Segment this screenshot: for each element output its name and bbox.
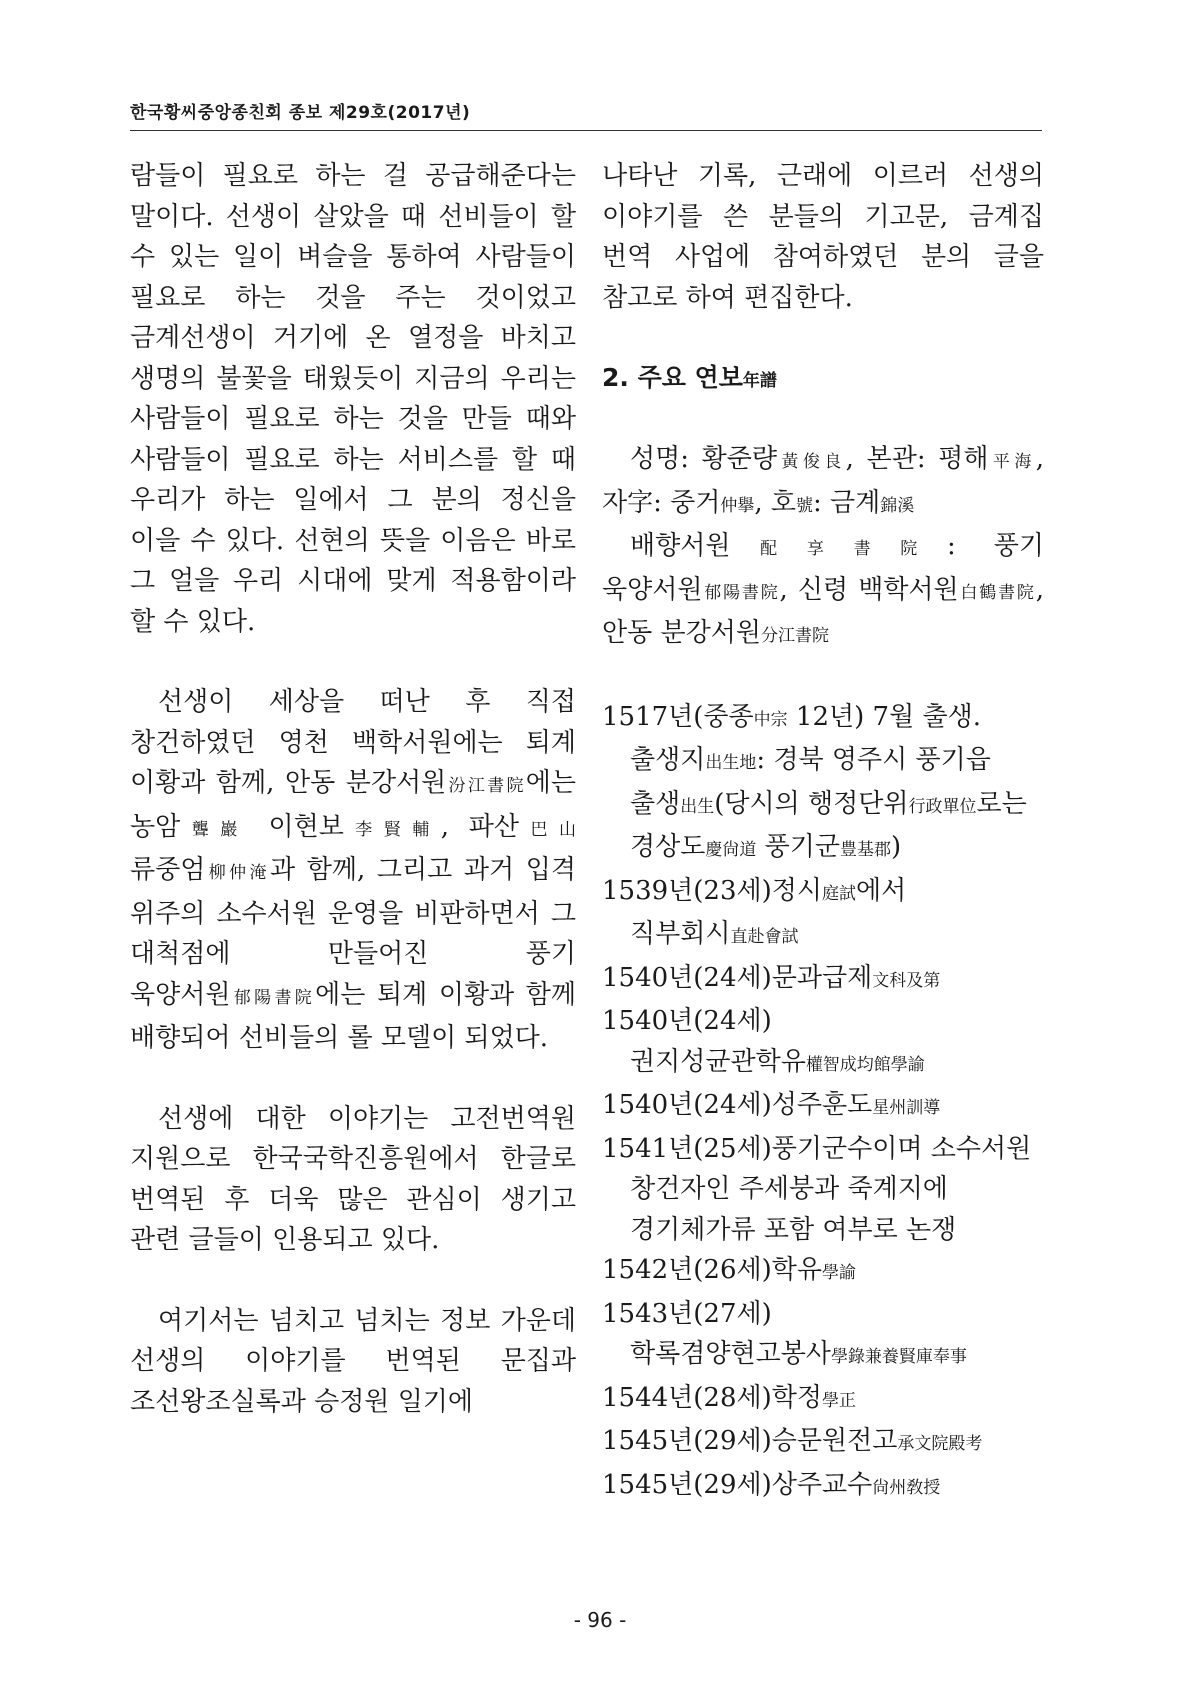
left-paragraph-1: 람들이 필요로 하는 걸 공급해준다는 말이다. 선생이 살았을 때 선비들이 할 수 있는 일이 벼슬을 통하여 사람들이 필요로 하는 것을 주는 것이었고 금계선생이 거기에 온 열정을 바치고 생명의 불꽃을 태웠듯이 지금의 우리는 사람들이 필요로 하는 것을 만들 때와 사람들이 필요로 하는 서비스를 할 때 우리가 하는 일에서 그 분의 정신을 이을 수 있다. 선현의 뜻을 이음은 바로 그 얼을 우리 시대에 맞게 적용함이라 할 수 있다.	[130, 161, 576, 637]
timeline-entry: 1545년(29세)승문원전고承文院殿考	[602, 1426, 983, 1456]
left-column	[130, 156, 576, 1422]
header-divider	[130, 130, 1042, 131]
timeline-entry: 1540년(24세)문과급제文科及第	[602, 962, 941, 993]
right-paragraph-1: 나타난 기록, 근래에 이르러 선생의 이야기를 쓴 분들의 기고문, 금계집 번역 사업에 참여하였던 분의 글을 참고로 하여 편집한다.	[602, 161, 1044, 313]
timeline-entry: 1517년(중종中宗 12년) 7월 출생. 출생지出生地: 경북 영주시 풍기읍 출생出生(당시의 행정단위行政單位로는 경상도慶尙道 풍기군豊基郡)	[602, 701, 1027, 862]
profile-seowon-line: 배향서원配享書院: 풍기 욱양서원郁陽書院, 신령 백학서원白鶴書院, 안동 분강서원分江書院	[602, 531, 1045, 648]
timeline-entry: 1543년(27세)학록겸양현고봉사學錄兼養賢庫奉事	[602, 1298, 967, 1369]
timeline-entry: 1540년(24세)권지성균관학유權智成均館學諭	[602, 1006, 925, 1077]
timeline-entry: 1542년(26세)학유學諭	[602, 1255, 857, 1285]
journal-header: 한국황씨중앙종친회 종보 제29호(2017년)	[130, 103, 471, 123]
left-paragraph-4: 여기서는 넘치고 넘치는 정보 가운데 선생의 이야기를 번역된 문집과 조선왕조실록과 승정원 일기에	[130, 1305, 576, 1417]
left-paragraph-3: 선생에 대한 이야기는 고전번역원 지원으로 한국국학진흥원에서 한글로 번역된 후 더욱 많은 관심이 생기고 관련 글들이 인용되고 있다.	[130, 1103, 576, 1255]
timeline-list	[602, 697, 1044, 1509]
timeline-entry: 1544년(28세)학정學正	[602, 1382, 857, 1413]
timeline-entry: 1541년(25세)풍기군수이며 소수서원 창건자인 주세붕과 죽계지에 경기체가류 포함 여부로 논쟁	[602, 1133, 1032, 1245]
timeline-entry: 1540년(24세)성주훈도星州訓導	[602, 1090, 941, 1120]
timeline-entry: 1539년(23세)정시庭試에서 직부회시直赴會試	[602, 875, 907, 949]
left-paragraph-2: 선생이 세상을 떠난 후 직접 창건하였던 영천 백학서원에는 퇴계 이황과 함께, 안동 분강서원汾江書院에는 농암聾巖 이현보李賢輔, 파산巴山 류중엄柳仲淹과 함께, 그리고 과거 입격 위주의 소수서원 운영을 비판하면서 그 대척점에 만들어진 풍기 욱양서원郁陽書院에는 퇴계 이황과 함께 배향되어 선비들의 롤 모델이 되었다.	[130, 687, 577, 1053]
right-column	[602, 156, 1044, 1508]
section-heading: 2. 주요 연보年譜	[602, 363, 777, 392]
profile-name-line: 성명: 황준량黃俊良, 본관: 평해平海, 자字: 중거仲擧, 호號: 금계錦溪	[602, 444, 1044, 518]
timeline-entry: 1545년(29세)상주교수尙州敎授	[602, 1469, 941, 1500]
page-number: - 96 -	[573, 1608, 627, 1632]
